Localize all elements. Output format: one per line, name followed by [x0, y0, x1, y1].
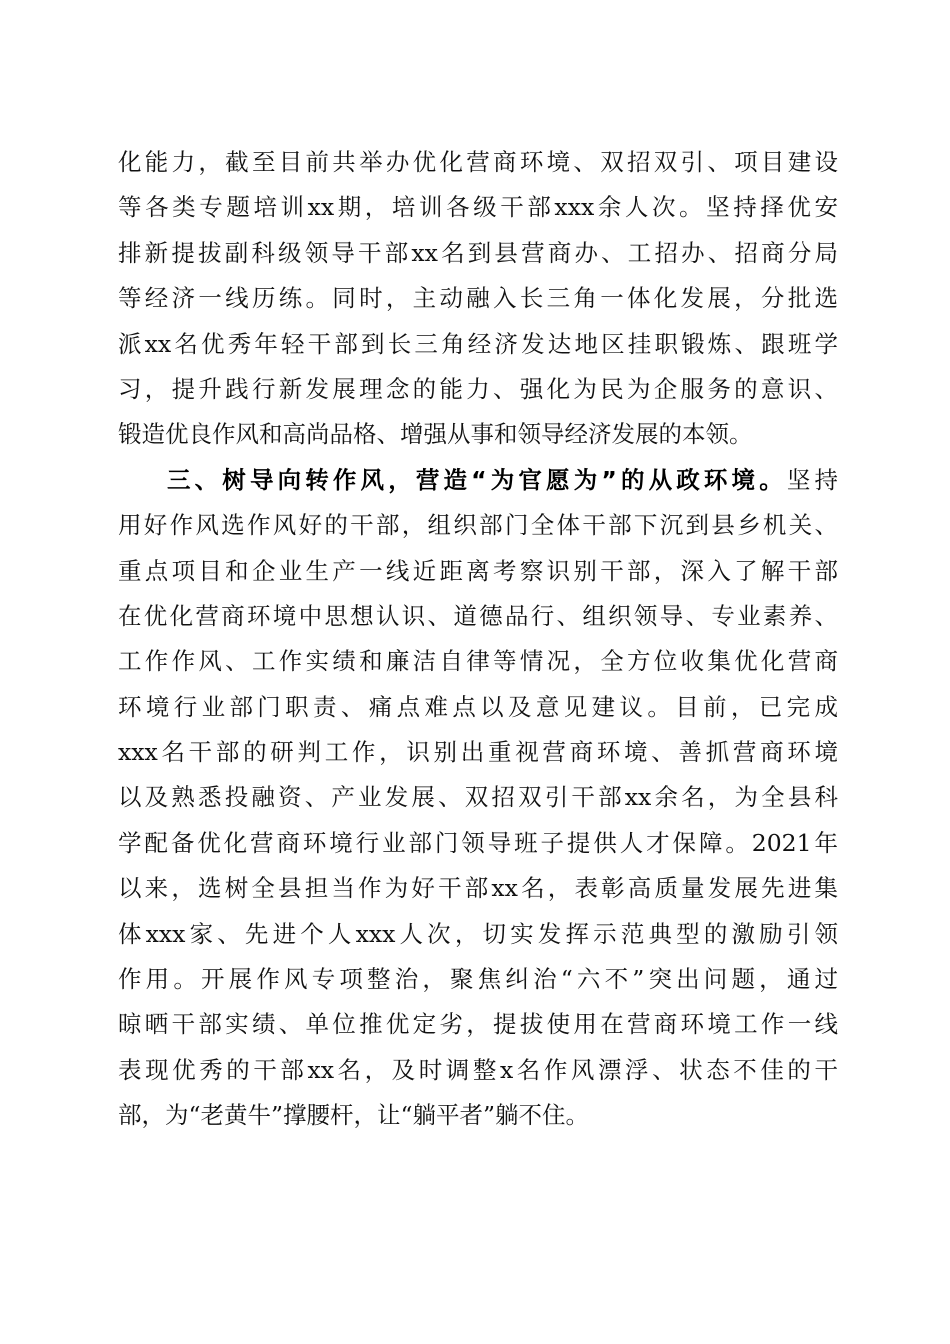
text-line: 习，提升践行新发展理念的能力、强化为民为企服务的意识、: [118, 374, 838, 403]
text-line: 晾晒干部实绩、单位推优定劣，提拔使用在营商环境工作一线: [118, 1010, 838, 1039]
section-heading-line: [118, 458, 838, 503]
text-line: 派xx名优秀年轻干部到长三角经济发达地区挂职锻炼、跟班学: [118, 329, 838, 358]
text-line: 重点项目和企业生产一线近距离考察识别干部，深入了解干部: [118, 556, 838, 585]
section-3-heading: 三、树导向转作风，营造“为官愿为”的从政环境。: [167, 465, 787, 494]
text-line: 锻造优良作风和高尚品格、增强从事和领导经济发展的本领。: [118, 420, 753, 449]
text-line: 体xxx家、先进个人xxx人次，切实发挥示范典型的激励引领: [118, 919, 838, 948]
section-3-heading-tail: 坚持: [786, 465, 839, 494]
text-line: 表现优秀的干部xx名，及时调整x名作风漂浮、状态不佳的干: [118, 1055, 838, 1084]
text-line: 工作作风、工作实绩和廉洁自律等情况，全方位收集优化营商: [118, 647, 838, 676]
text-line: 用好作风选作风好的干部，组织部门全体干部下沉到县乡机关、: [118, 511, 838, 540]
text-line: 学配备优化营商环境行业部门领导班子提供人才保障。2021年: [118, 828, 838, 857]
text-line: 等经济一线历练。同时，主动融入长三角一体化发展，分批选: [118, 284, 838, 313]
section-3-paragraph: [118, 458, 838, 1139]
text-line: 以及熟悉投融资、产业发展、双招双引干部xx余名，为全县科: [118, 783, 838, 812]
text-line: 作用。开展作风专项整治，聚焦纠治“六不”突出问题，通过: [118, 965, 838, 994]
text-line: 以来，选树全县担当作为好干部xx名，表彰高质量发展先进集: [118, 874, 838, 903]
text-line: 化能力，截至目前共举办优化营商环境、双招双引、项目建设: [118, 148, 838, 176]
text-line: 等各类专题培训xx期，培训各级干部xxx余人次。坚持择优安: [118, 193, 838, 222]
document-body: [118, 140, 838, 1139]
text-line: 在优化营商环境中思想认识、道德品行、组织领导、专业素养、: [118, 601, 838, 630]
text-line: 环境行业部门职责、痛点难点以及意见建议。目前，已完成: [118, 692, 838, 721]
text-line: xxx名干部的研判工作，识别出重视营商环境、善抓营商环境: [118, 738, 838, 767]
text-line: 部，为“老黄牛”撑腰杆，让“躺平者”躺不住。: [118, 1101, 590, 1130]
paragraph-continuation: [118, 140, 838, 458]
text-line: 排新提拔副科级领导干部xx名到县营商办、工招办、招商分局: [118, 238, 838, 267]
